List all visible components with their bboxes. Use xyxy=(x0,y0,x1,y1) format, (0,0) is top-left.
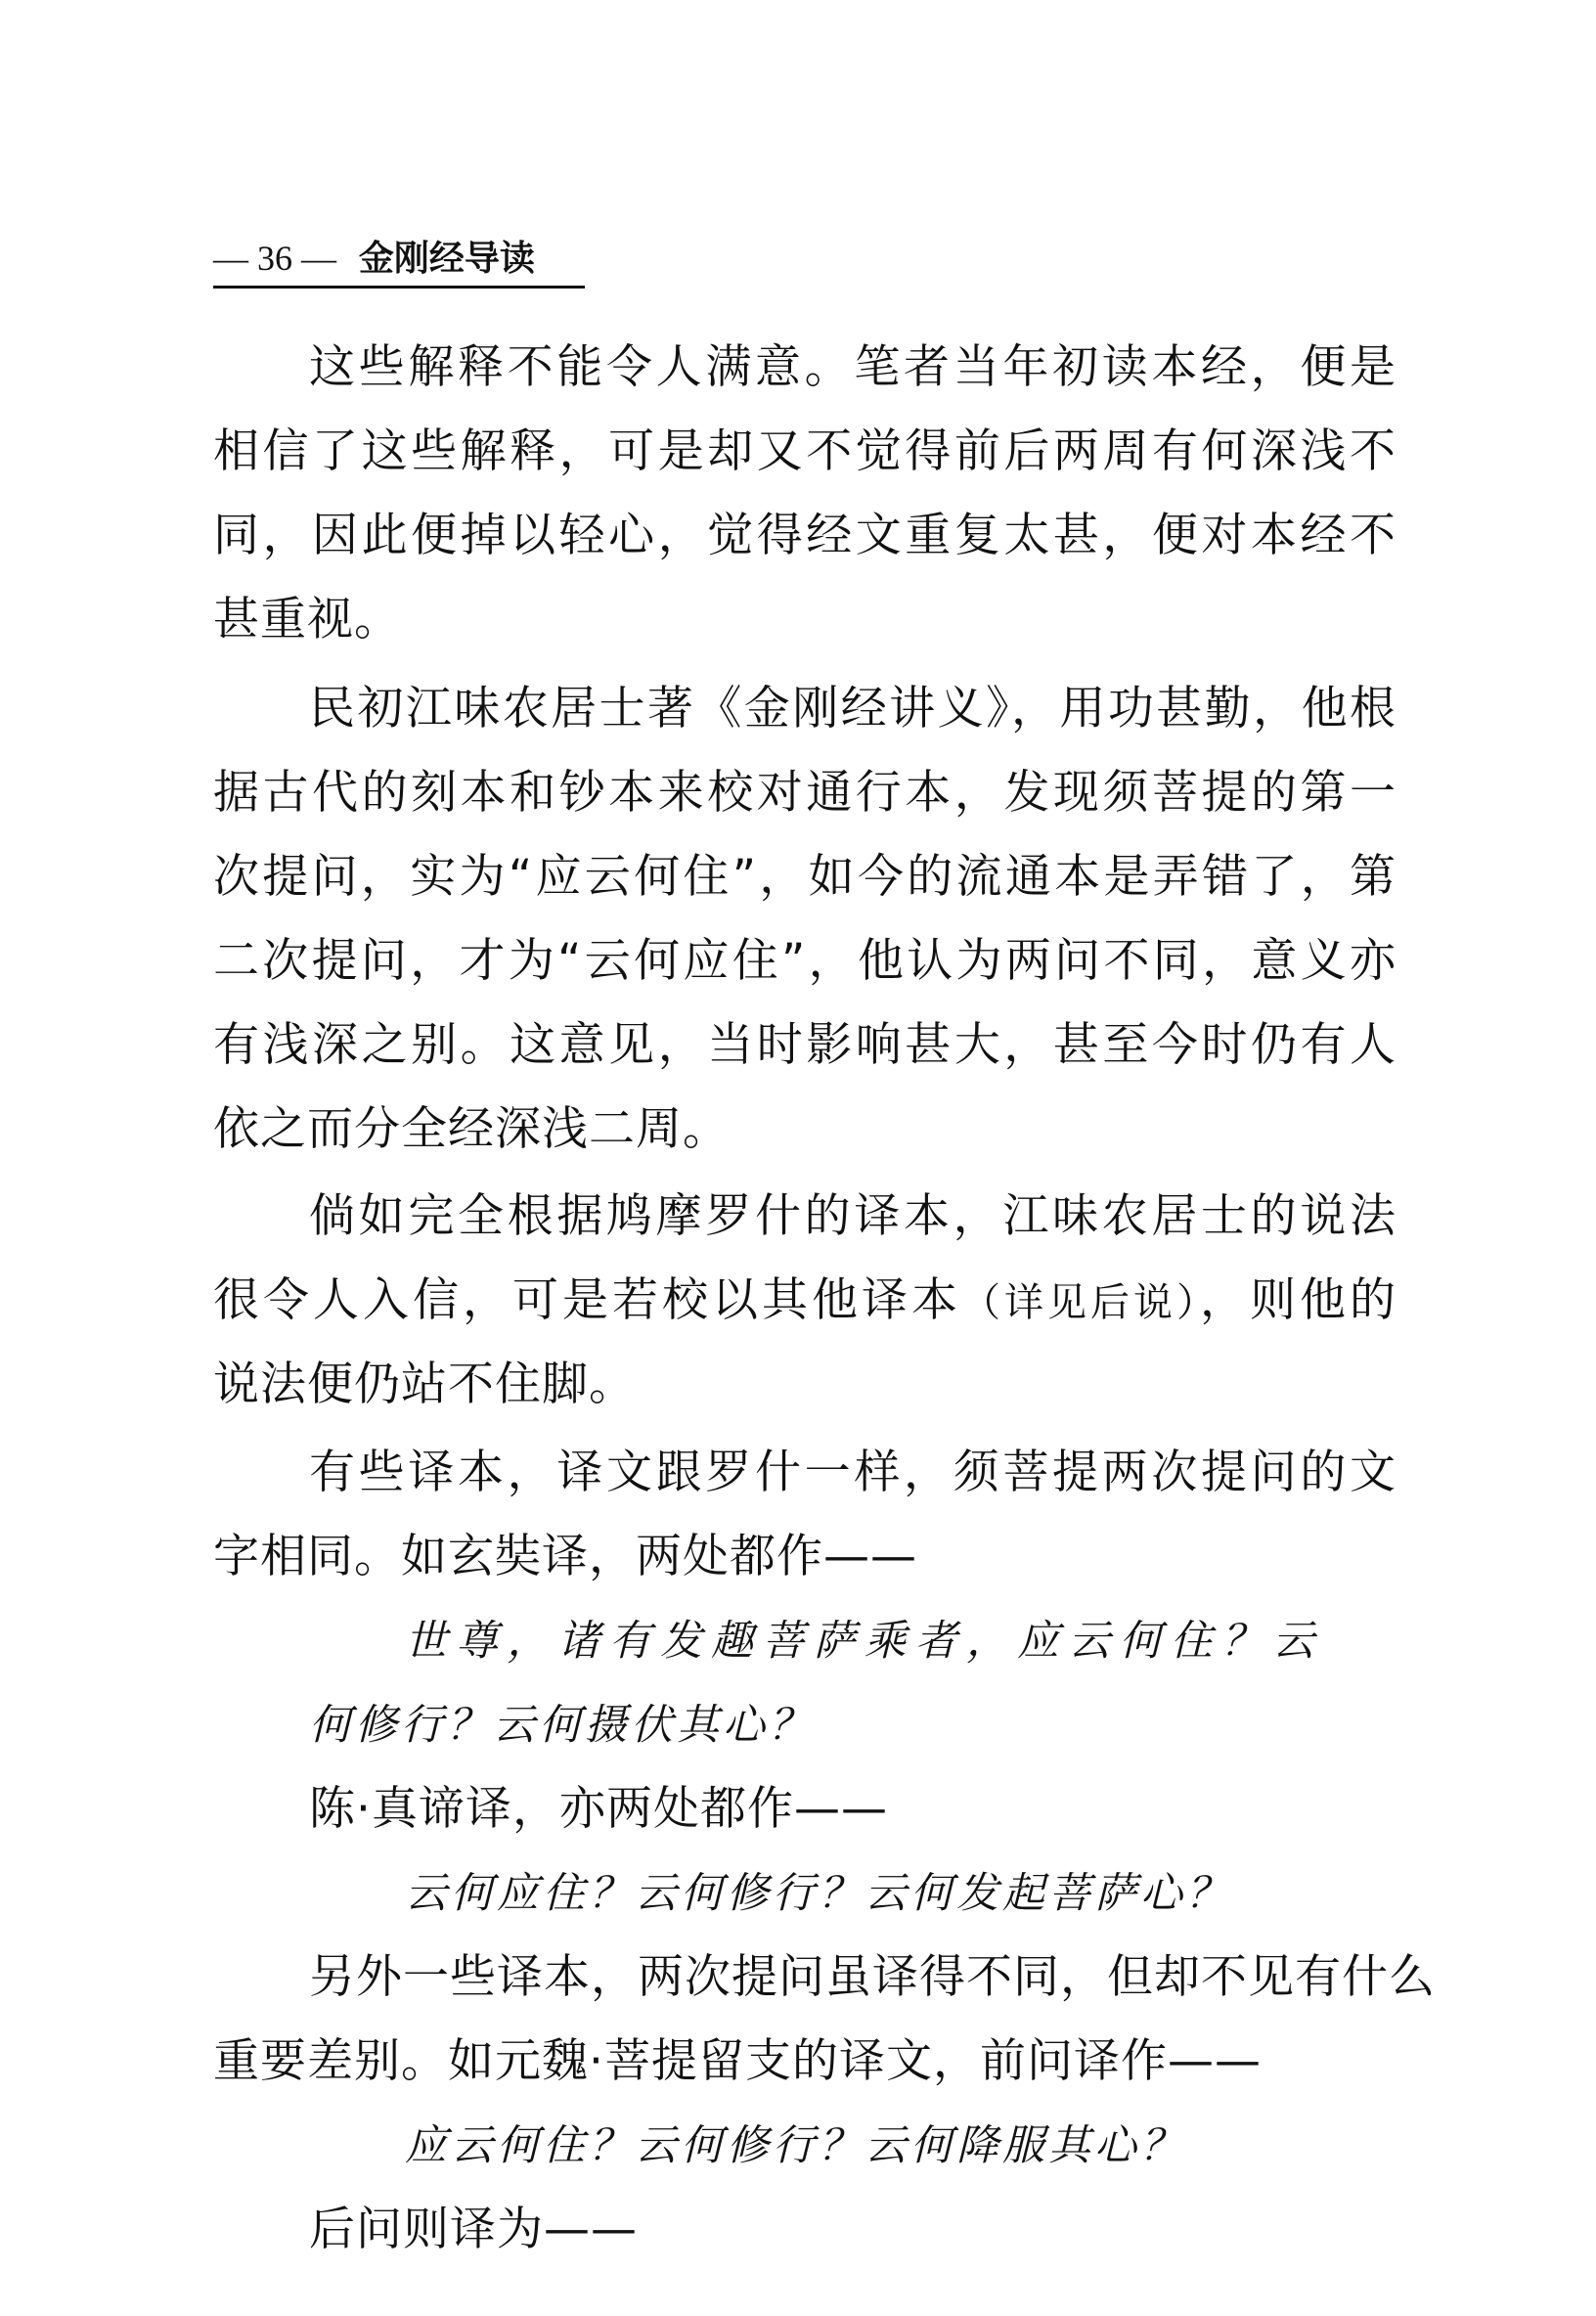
paragraph-3-line-3: 说法便仍站不住脚。 xyxy=(213,1358,636,1411)
page-number: — 36 — xyxy=(213,239,336,278)
running-header xyxy=(213,235,585,289)
other-translations-line-2: 重要差别。如元魏·菩提留支的译文，前问译作—— xyxy=(213,2034,1262,2088)
zhendi-intro: 陈·真谛译，亦两处都作—— xyxy=(309,1782,888,1836)
paragraph-2-line-3: 次提问，实为“应云何住”，如今的流通本是弄错了，第 xyxy=(213,850,1396,904)
paragraph-4-line-1: 有些译本，译文跟罗什一样，须菩提两次提问的文 xyxy=(309,1446,1396,1499)
parenthetical-note: （详见后说） xyxy=(961,1280,1200,1325)
paragraph-3-line-2 xyxy=(213,1271,1396,1332)
other-translations-line-1: 另外一些译本，两次提问虽译得不同，但却不见有什么 xyxy=(309,1950,1436,2004)
paragraph-2-line-5: 有浅深之别。这意见，当时影响甚大，甚至今时仍有人 xyxy=(213,1018,1396,1072)
paragraph-1-line-1: 这些解释不能令人满意。笔者当年初读本经，便是 xyxy=(309,340,1396,394)
xuanzang-quote-line-1: 世尊，诸有发趣菩萨乘者，应云何住？云 xyxy=(405,1617,1318,1666)
bodhiruci-first-quote: 应云何住？云何修行？云何降服其心？ xyxy=(405,2121,1186,2170)
paragraph-1-line-4: 甚重视。 xyxy=(213,593,401,646)
paragraph-2-line-4: 二次提问，才为“云何应住”，他认为两问不同，意义亦 xyxy=(213,934,1396,988)
later-question-intro: 后问则译为—— xyxy=(309,2203,638,2256)
zhendi-quote: 云何应住？云何修行？云何发起菩萨心？ xyxy=(405,1869,1232,1918)
paragraph-3-line-1: 倘如完全根据鸠摩罗什的译本，江味农居士的说法 xyxy=(309,1189,1396,1243)
paragraph-1-line-2: 相信了这些解释，可是却又不觉得前后两周有何深浅不 xyxy=(213,424,1396,478)
paragraph-3-line-2-start: 很令人入信，可是若校以其他译本 xyxy=(213,1273,961,1327)
paragraph-2-line-2: 据古代的刻本和钞本来校对通行本，发现须菩提的第一 xyxy=(213,766,1396,820)
paragraph-1-line-3: 同，因此便掉以轻心，觉得经文重复太甚，便对本经不 xyxy=(213,509,1396,562)
paragraph-2-line-6: 依之而分全经深浅二周。 xyxy=(213,1102,730,1156)
paragraph-4-line-2: 字相同。如玄奘译，两处都作—— xyxy=(213,1530,917,1583)
paragraph-2-line-1: 民初江味农居士著《金刚经讲义》，用功甚勤，他根 xyxy=(309,682,1396,735)
book-title: 金刚经导读 xyxy=(358,239,535,279)
paragraph-3-line-2-end: ，则他的 xyxy=(1200,1273,1396,1327)
xuanzang-quote-line-2: 何修行？云何摄伏其心？ xyxy=(309,1701,815,1750)
